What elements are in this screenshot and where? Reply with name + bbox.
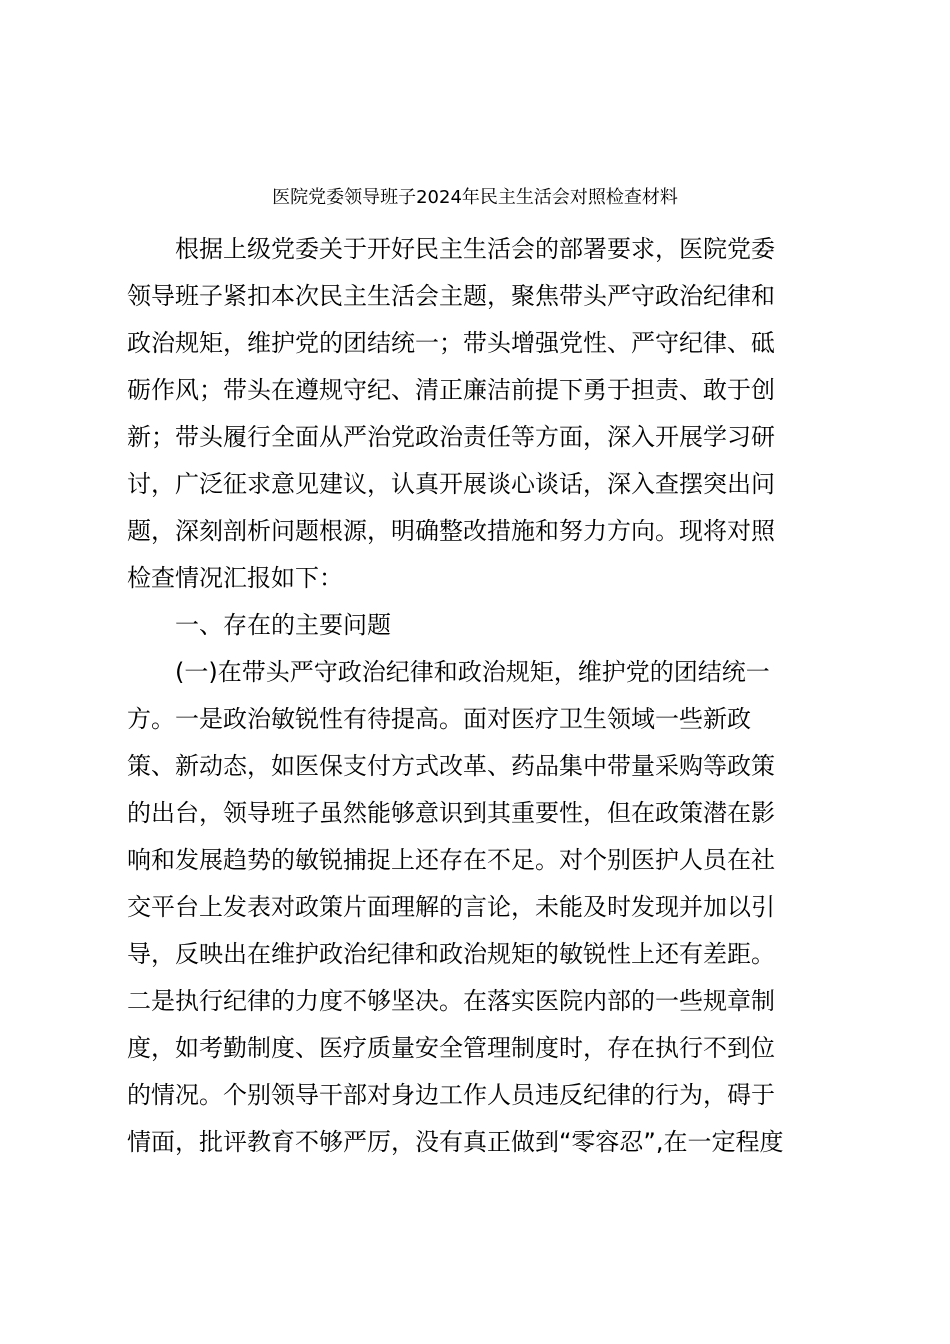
text-line: 导，反映出在维护政治纪律和政治规矩的敏锐性上还有差距。 [127, 940, 775, 968]
text-line: 新；带头履行全面从严治党政治责任等方面，深入开展学习研 [127, 423, 775, 451]
text-line: 讨，广泛征求意见建议，认真开展谈心谈话，深入查摆突出问 [127, 470, 775, 498]
text-line: 领导班子紧扣本次民主生活会主题，聚焦带头严守政治纪律和 [127, 282, 775, 310]
text-line: 策、新动态，如医保支付方式改革、药品集中带量采购等政策 [127, 752, 775, 780]
text-line: 的出台，领导班子虽然能够意识到其重要性，但在政策潜在影 [127, 799, 775, 827]
text-line: 一、存在的主要问题 [175, 611, 391, 639]
document-body [127, 226, 827, 1166]
text-line: (一)在带头严守政治纪律和政治规矩，维护党的团结统一 [175, 658, 770, 686]
text-line: 检查情况汇报如下： [127, 564, 343, 592]
text-line: 情面，批评教育不够严厉，没有真正做到“零容忍”,在一定程度 [127, 1128, 784, 1156]
text-line: 的情况。个别领导干部对身边工作人员违反纪律的行为，碍于 [127, 1081, 775, 1109]
text-line: 度，如考勤制度、医疗质量安全管理制度时，存在执行不到位 [127, 1034, 775, 1062]
text-line: 二是执行纪律的力度不够坚决。在落实医院内部的一些规章制 [127, 987, 775, 1015]
text-line: 方。一是政治敏锐性有待提高。面对医疗卫生领域一些新政 [127, 705, 751, 733]
text-line: 砺作风；带头在遵规守纪、清正廉洁前提下勇于担责、敢于创 [127, 376, 775, 404]
document-title: 医院党委领导班子2024年民主生活会对照检查材料 [272, 187, 678, 208]
text-line: 政治规矩，维护党的团结统一；带头增强党性、严守纪律、砥 [127, 329, 775, 357]
text-line: 响和发展趋势的敏锐捕捉上还存在不足。对个别医护人员在社 [127, 846, 775, 874]
text-line: 交平台上发表对政策片面理解的言论，未能及时发现并加以引 [127, 893, 775, 921]
text-line: 根据上级党委关于开好民主生活会的部署要求，医院党委 [175, 235, 775, 263]
text-line: 题，深刻剖析问题根源，明确整改措施和努力方向。现将对照 [127, 517, 775, 545]
